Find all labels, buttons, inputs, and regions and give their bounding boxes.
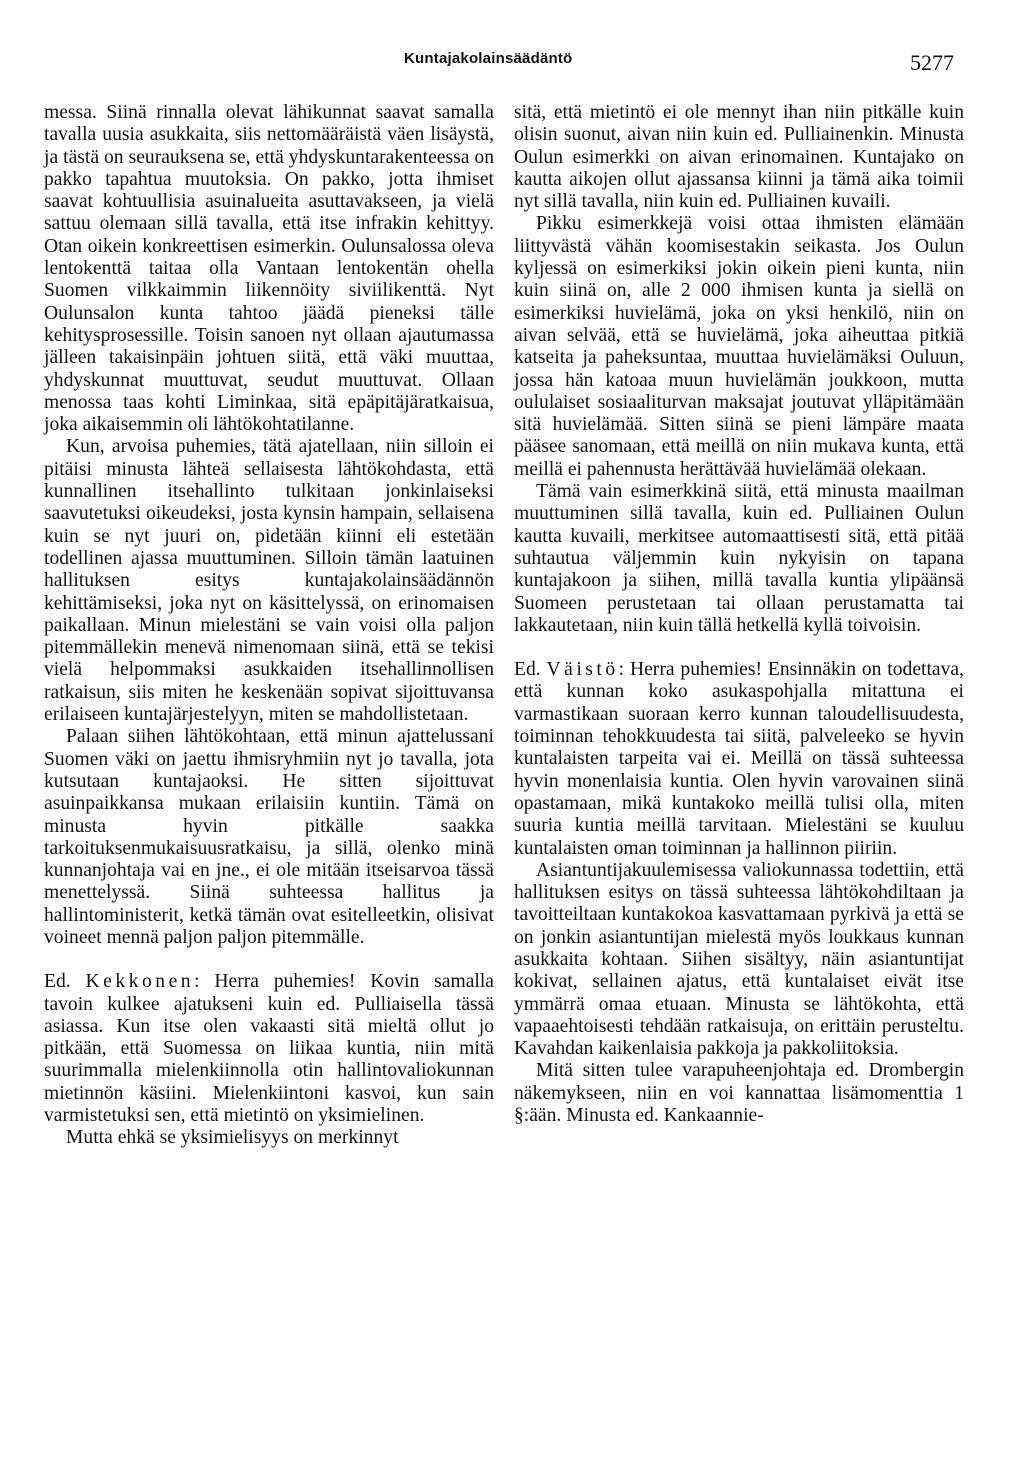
- speech-text: : Herra puhemies! Ensinnäkin on todettava, että kunnan koko asukaspohjalla mitattuna ei varmastikaan suoraan kerro kunnan taloudellisuudesta, toiminnan tehokkuudesta tai siitä, palveleeko se hyvin kuntalaisten tarpeita vai ei. Meillä on tässä suhteessa hyvin monenlaisia kuntia. Olen hyvin varovainen siinä opastamaan, mikä kuntakoko meillä tulisi olla, miten suuria kuntia meillä tarvitaan. Mielestäni se kuuluu kuntalaisten oman toiminnan ja hallinnon piiriin.: [514, 659, 964, 859]
- speaker-name-vaisto: Väistö: [546, 659, 619, 681]
- paragraph-left-1: messa. Siinä rinnalla olevat lähikunnat saavat samalla tavalla uusia asukkaita, siis nettomääräistä väen lisäystä, ja tästä on seurauksena se, että yhdyskuntarakenteessa on pakko tapahtua muutoksia. On pakko, jotta ihmiset saavat kohtuullisia asuinalueita asuttavakseen, ja vielä sattuu olemaan sillä tavalla, että itse infrakin kehittyy. Otan oikein konkreettisen esimerkin. Oulunsalossa oleva lentokenttä taitaa olla Vantaan lentokentän ohella Suomen vilkkaimmin liikennöity siviilikenttä. Nyt Oulunsalon kunta tahtoo jäädä pieneksi tälle kehitysprosessille. Toisin sanoen nyt ollaan ajautumassa jälleen takaisinpäin johtuen siitä, että väki muuttaa, yhdyskunnat muuttuvat, seudut muuttuvat. Ollaan menossa taas kohti Liminkaa, sitä epäpitäjäratkaisua, joka aikaisemmin oli lähtökohtatilanne.: [44, 102, 494, 436]
- paragraph-left-5: Mutta ehkä se yksimielisyys on merkinnyt: [66, 1127, 399, 1149]
- paragraph-right-3: Tämä vain esimerkkinä siitä, että minusta maailman muuttuminen sillä tavalla, kuin ed. Pulliainen Oulun kautta kuvaili, merkitsee automaattisesti sitä, että pitää suhtautua väljemmin kuin nykyisin on tapana kuntajakoon ja siihen, millä tavalla kuntia ylipäänsä Suomeen perustetaan tai ollaan perustamatta tai lakkautetaan, niin kuin tällä hetkellä kyllä toivoisin.: [514, 481, 964, 636]
- left-column: [44, 102, 494, 1150]
- page-header: [0, 48, 1024, 88]
- speech-kekkonen: [44, 971, 494, 1127]
- paragraph-right-2: Pikku esimerkkejä voisi ottaa ihmisten elämään liittyvästä vähän koomisestakin seikasta. Jos Oulun kyljessä on esimerkiksi jokin oikein pieni kunta, niin kuin siinä on, alle 2 000 ihmisen kunta ja siellä on esimerkiksi huvielämä, joka on yksi henkilö, niin on aivan selvää, että se huvielämä, joka aiheuttaa pitkiä katseita ja paheksuntaa, muuttaa huvielämäksi Ouluun, jossa hän katoaa muun huvielämän joukkoon, mutta oululaiset sosiaaliturvan maksajat joutuvat ylläpitämään sitä huvielämää. Sitten siinä se pieni lämpäre maata pääsee sanomaan, että meillä on niin mukava kunta, että meillä ei pahennusta herättävää huvielämää olekaan.: [514, 213, 964, 480]
- speech-prefix: Ed.: [44, 971, 86, 993]
- paragraph-right-5: Asiantuntijakuulemisessa valiokunnassa todettiin, että hallituksen esitys on tässä suhteessa lähtökohdiltaan ja tavoitteiltaan kuntakokoa kasvattamaan pyrkivä ja että se on jonkin asiantuntijan mielestä myös loukkaus kunnan asukkaita kohtaan. Siihen sisältyy, näin asiantuntijat kokivat, sellainen ajatus, että kuntalaiset eivät itse ymmärrä omaa etuaan. Minusta se lähtökohta, että vapaaehtoisesti tehdään ratkaisuja, on erittäin perusteltu. Kavahdan kaikenlaisia pakkoja ja pakkoliitoksia.: [514, 859, 964, 1060]
- running-title: Kuntajakolainsäädäntö: [404, 50, 573, 67]
- paragraph-left-3: Palaan siihen lähtökohtaan, että minun ajattelussani Suomen väki on jaettu ihmisryhmiin nyt jo tavalla, jota kutsutaan kuntajaoksi. He sitten sijoittuvat asuinpaikkansa mukaan erilaisiin kuntiin. Tämä on minusta hyvin pitkälle saakka tarkoituksenmukaisuusratkaisu, ja sillä, olenko minä kunnanjohtaja vai en jne., ei ole mitään itseisarvoa tässä menettelyssä. Siinä suhteessa hallitus ja hallintoministerit, ketkä tämän ovat esitelleetkin, olisivat voineet mennä paljon paljon pitemmälle.: [44, 726, 494, 948]
- speaker-name-kekkonen: Kekkonen: [85, 971, 195, 993]
- paragraph-right-1: sitä, että mietintö ei ole mennyt ihan niin pitkälle kuin olisin suonut, aivan niin kuin ed. Pulliainenkin. Minusta Oulun esimerkki on aivan erinomainen. Kuntajako on kautta aikojen ollut ajassansa kiinni ja tämä aika toimii nyt sillä tavalla, niin kuin ed. Pulliainen kuvaili.: [514, 102, 964, 213]
- speech-prefix: Ed.: [514, 659, 547, 681]
- right-column: [514, 102, 964, 1127]
- paragraph-left-2: Kun, arvoisa puhemies, tätä ajatellaan, niin silloin ei pitäisi minusta lähteä sellaisesta lähtökohdasta, että kunnallinen itsehallinto tulkitaan jonkinlaiseksi saavutetuksi oikeudeksi, josta kynsin hampain, sellaisena kuin se nyt juuri on, pidetään kiinni eli estetään todellinen ajassa muuttuminen. Silloin tämän laatuinen hallituksen esitys kuntajakolainsäädännön kehittämiseksi, joka nyt on käsittelyssä, on erinomaisen paikallaan. Minun mielestäni se vain voisi olla paljon pitemmällekin menevä nimenomaan siinä, että se tekisi vielä helpommaksi asukkaiden itsehallinnollisen ratkaisun, siis miten he keskenään sopivat sijoittuvansa erilaiseen kuntajärjestelyyn, miten se mahdollistetaan.: [44, 436, 494, 726]
- speech-vaisto: [514, 659, 964, 860]
- speech-text: : Herra puhemies! Kovin samalla tavoin kulkee ajatukseni kuin ed. Pulliaisella tässä asiassa. Kun itse olen vakaasti sitä mieltä ollut jo pitkään, että Suomessa on liikaa kuntia, niin mitä suurimmalla mielenkiinnolla otin hallintovaliokunnan mietinnön käsiini. Mielenkiintoni kasvoi, kun sain varmistetuksi sen, että mietintö on yksimielinen.: [44, 971, 495, 1127]
- page-number: 5277: [910, 50, 954, 75]
- paragraph-right-6: Mitä sitten tulee varapuheenjohtaja ed. Drombergin näkemykseen, niin en voi kannattaa lisämomenttia 1 §:ään. Minusta ed. Kankaannie-: [514, 1060, 964, 1127]
